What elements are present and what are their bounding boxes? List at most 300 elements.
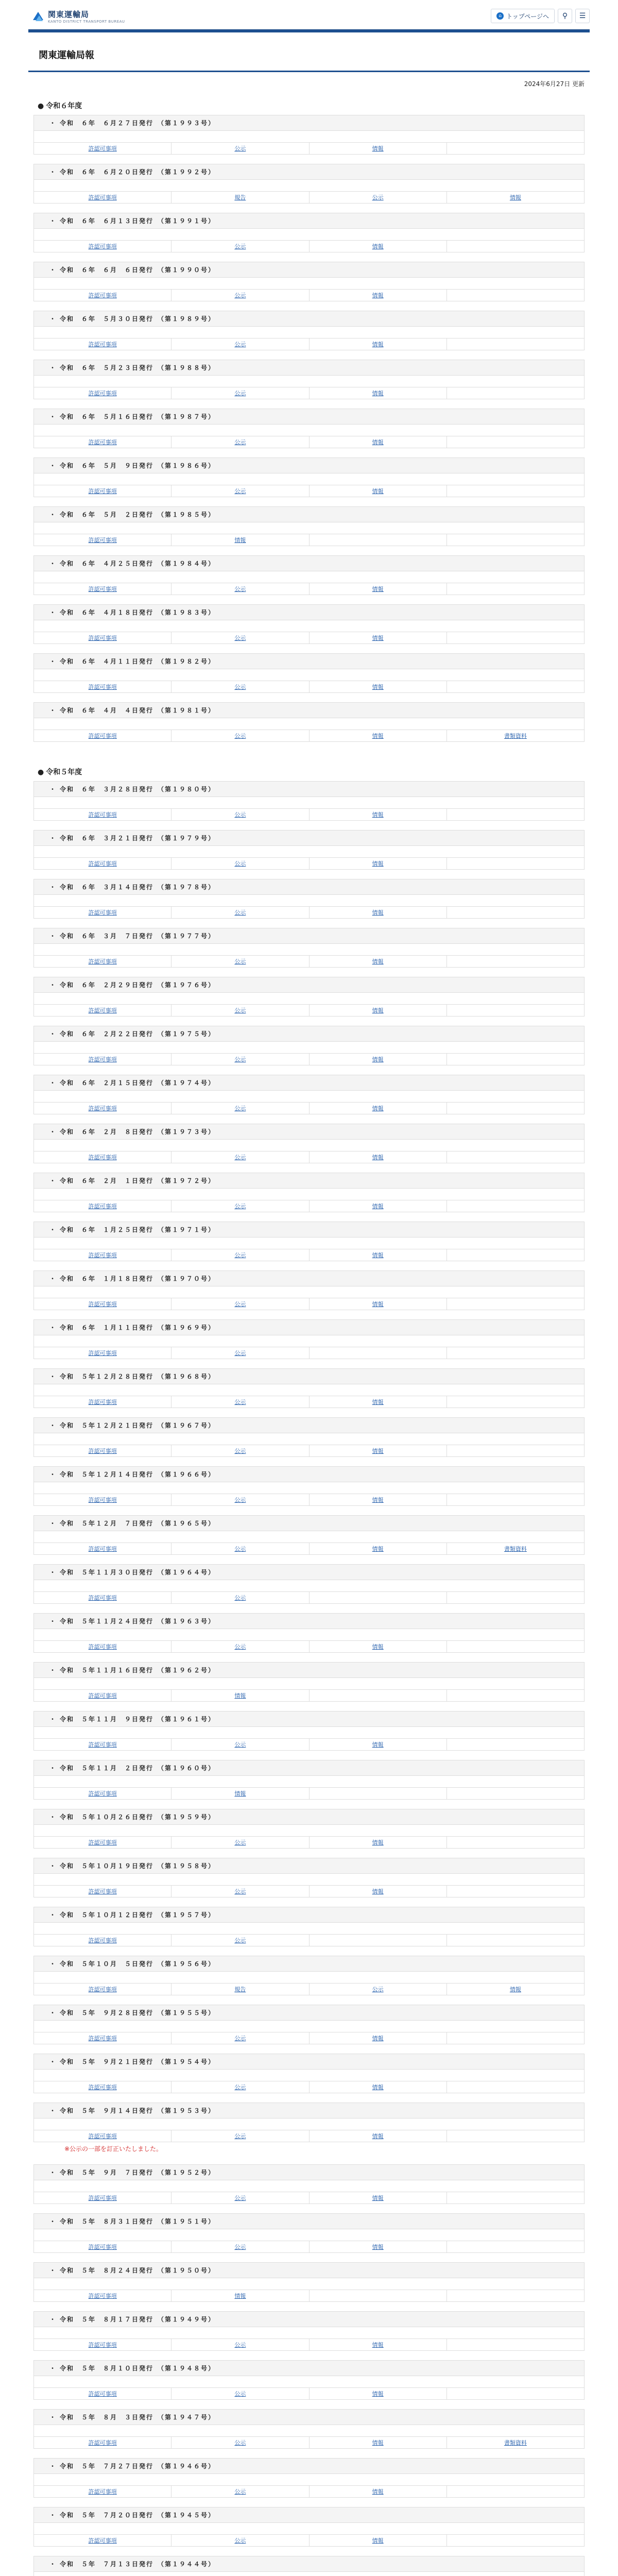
bulletin-issue-label: 令和 ６年 ２月２２日発行 （第１９７５号） bbox=[60, 1030, 216, 1038]
bulletin-issue bbox=[33, 506, 585, 555]
spacer-row bbox=[33, 228, 585, 240]
bullet-icon: ・ bbox=[49, 462, 57, 469]
bullet-icon: ・ bbox=[49, 413, 57, 420]
bulletin-issue bbox=[33, 1222, 585, 1270]
bulletin-issue bbox=[33, 2507, 585, 2556]
document-link[interactable]: 情報 bbox=[372, 1839, 384, 1846]
document-link-cell bbox=[34, 1837, 171, 1849]
bulletin-issue-label: 令和 ５年１１月 ９日発行 （第１９６１号） bbox=[60, 1716, 216, 1723]
document-link[interactable]: 許認可事項 bbox=[88, 488, 117, 495]
document-link-cell bbox=[171, 1641, 309, 1653]
spacer-row bbox=[33, 1384, 585, 1396]
document-link[interactable]: 公示 bbox=[234, 1595, 246, 1601]
document-link[interactable]: 許認可事項 bbox=[88, 1839, 117, 1846]
document-links-row bbox=[34, 1396, 585, 1408]
document-link-cell bbox=[447, 1151, 584, 1163]
document-link-cell bbox=[171, 1249, 309, 1261]
document-link[interactable]: 公示 bbox=[234, 1056, 246, 1063]
document-link[interactable]: 情報 bbox=[372, 2537, 384, 2544]
document-links-table bbox=[33, 1591, 585, 1604]
spacer-row bbox=[33, 522, 585, 534]
bullet-icon: ・ bbox=[49, 1862, 57, 1870]
document-link[interactable]: 許認可事項 bbox=[88, 1595, 117, 1601]
bulletin-issue-label: 令和 ６年 ５月 ２日発行 （第１９８５号） bbox=[60, 511, 216, 518]
spacer-row bbox=[33, 2069, 585, 2081]
document-link[interactable]: 許認可事項 bbox=[88, 194, 117, 201]
document-link[interactable]: 情報 bbox=[234, 1692, 246, 1699]
spacer-row bbox=[33, 1139, 585, 1151]
document-link[interactable]: 書類資料 bbox=[504, 2439, 527, 2446]
document-link[interactable]: 公示 bbox=[234, 860, 246, 867]
document-link-cell bbox=[34, 809, 171, 821]
document-link-cell bbox=[447, 730, 584, 742]
document-link-cell bbox=[34, 1396, 171, 1408]
document-link-cell bbox=[309, 1543, 447, 1555]
bulletin-issue-title bbox=[33, 262, 585, 277]
document-link[interactable]: 許認可事項 bbox=[88, 1546, 117, 1552]
document-link-cell bbox=[447, 241, 584, 252]
document-link[interactable]: 情報 bbox=[372, 243, 384, 250]
bulletin-issue-title bbox=[33, 1662, 585, 1677]
document-link[interactable]: 情報 bbox=[372, 1252, 384, 1259]
bullet-icon: ・ bbox=[49, 609, 57, 616]
document-link-cell bbox=[34, 2535, 171, 2547]
document-link[interactable]: 情報 bbox=[509, 194, 521, 201]
document-link-cell bbox=[309, 1494, 447, 1506]
document-link-cell bbox=[34, 681, 171, 693]
document-link[interactable]: 情報 bbox=[372, 1203, 384, 1210]
spacer-row bbox=[33, 1531, 585, 1543]
document-link[interactable]: 規告 bbox=[234, 194, 246, 201]
document-link-cell bbox=[171, 2290, 309, 2302]
document-link-cell bbox=[447, 2192, 584, 2204]
bulletin-issue bbox=[33, 1564, 585, 1613]
document-links-table bbox=[33, 2436, 585, 2449]
document-link[interactable]: 公示 bbox=[234, 341, 246, 348]
document-link[interactable]: 許認可事項 bbox=[88, 1007, 117, 1014]
document-link[interactable]: 公示 bbox=[234, 1154, 246, 1161]
bullet-icon: ・ bbox=[49, 217, 57, 225]
document-link-cell bbox=[171, 907, 309, 919]
document-link[interactable]: 情報 bbox=[372, 2084, 384, 2091]
document-links-table bbox=[33, 1347, 585, 1359]
document-link[interactable]: 情報 bbox=[372, 909, 384, 916]
document-link[interactable]: 情報 bbox=[234, 1790, 246, 1797]
spacer-row bbox=[33, 669, 585, 681]
document-link[interactable]: 公示 bbox=[234, 1839, 246, 1846]
bulletin-issue bbox=[33, 2311, 585, 2360]
bullet-icon: ・ bbox=[49, 2107, 57, 2114]
document-link[interactable]: 許認可事項 bbox=[88, 341, 117, 348]
spacer-row bbox=[33, 2020, 585, 2032]
top-page-button[interactable] bbox=[491, 9, 555, 23]
bulletin-issue bbox=[33, 2213, 585, 2262]
document-link-cell bbox=[309, 387, 447, 399]
document-link[interactable]: 許認可事項 bbox=[88, 2195, 117, 2201]
document-link[interactable]: 情報 bbox=[372, 1643, 384, 1650]
document-link[interactable]: 許認可事項 bbox=[88, 439, 117, 446]
document-link[interactable]: 公示 bbox=[234, 2133, 246, 2140]
document-link[interactable]: 許認可事項 bbox=[88, 733, 117, 739]
spacer-row bbox=[33, 1188, 585, 1200]
document-link[interactable]: 許認可事項 bbox=[88, 811, 117, 818]
document-link[interactable]: 情報 bbox=[372, 1888, 384, 1895]
document-link[interactable]: 許認可事項 bbox=[88, 1154, 117, 1161]
spacer-row bbox=[33, 1335, 585, 1347]
document-link-cell bbox=[171, 241, 309, 252]
search-button[interactable] bbox=[558, 9, 572, 23]
bulletin-issue bbox=[33, 604, 585, 653]
document-link[interactable]: 情報 bbox=[372, 2439, 384, 2446]
bulletin-issue bbox=[33, 1515, 585, 1564]
spacer-row bbox=[33, 2278, 585, 2290]
document-link-cell bbox=[171, 2130, 309, 2142]
document-link[interactable]: 情報 bbox=[372, 860, 384, 867]
document-link[interactable]: 許認可事項 bbox=[88, 390, 117, 397]
document-links-table bbox=[33, 2485, 585, 2498]
document-link[interactable]: 公示 bbox=[234, 2439, 246, 2446]
document-link[interactable]: 情報 bbox=[372, 1007, 384, 1014]
document-link-cell bbox=[447, 583, 584, 595]
site-logo[interactable] bbox=[28, 9, 125, 24]
spacer-row bbox=[33, 2425, 585, 2436]
document-links-row bbox=[34, 632, 585, 644]
document-link[interactable]: 許認可事項 bbox=[88, 2342, 117, 2348]
document-links-row bbox=[34, 858, 585, 870]
document-link[interactable]: 情報 bbox=[372, 2391, 384, 2397]
bulletin-issue-title bbox=[33, 1319, 585, 1335]
document-link[interactable]: 公示 bbox=[234, 1888, 246, 1895]
document-link[interactable]: 情報 bbox=[372, 811, 384, 818]
document-link[interactable]: 許認可事項 bbox=[88, 2133, 117, 2140]
bulletin-issue-label: 令和 ６年 ３月１４日発行 （第１９７８号） bbox=[60, 884, 216, 891]
spacer-row bbox=[33, 1286, 585, 1298]
document-link[interactable]: 公示 bbox=[234, 1399, 246, 1405]
bulletin-issue-label: 令和 ６年 ５月 ９日発行 （第１９８６号） bbox=[60, 462, 216, 469]
document-link-cell bbox=[34, 241, 171, 252]
bulletin-issue bbox=[33, 213, 585, 262]
document-link-cell bbox=[447, 192, 584, 204]
document-link[interactable]: 許認可事項 bbox=[88, 635, 117, 641]
document-link[interactable]: 許認可事項 bbox=[88, 2035, 117, 2042]
document-link-cell bbox=[171, 730, 309, 742]
document-link[interactable]: 許認可事項 bbox=[88, 586, 117, 592]
bulletin-issue-title bbox=[33, 653, 585, 669]
document-link[interactable]: 公示 bbox=[234, 145, 246, 152]
document-link[interactable]: 情報 bbox=[372, 2342, 384, 2348]
document-link[interactable]: 許認可事項 bbox=[88, 1643, 117, 1650]
document-link-cell bbox=[447, 1592, 584, 1604]
document-links-table bbox=[33, 1738, 585, 1751]
document-link-cell bbox=[309, 1984, 447, 1995]
document-link-cell bbox=[34, 1592, 171, 1604]
document-links-table bbox=[33, 1249, 585, 1261]
document-link-cell bbox=[309, 1200, 447, 1212]
document-link[interactable]: 情報 bbox=[372, 958, 384, 965]
document-link[interactable]: 許認可事項 bbox=[88, 1056, 117, 1063]
bulletin-issue-label: 令和 ５年１１月３０日発行 （第１９６４号） bbox=[60, 1569, 216, 1576]
document-link[interactable]: 公示 bbox=[234, 1497, 246, 1503]
menu-button[interactable] bbox=[575, 9, 590, 23]
document-link[interactable]: 許認可事項 bbox=[88, 1399, 117, 1405]
document-link[interactable]: 許認可事項 bbox=[88, 2391, 117, 2397]
document-link[interactable]: 情報 bbox=[234, 537, 246, 544]
document-link[interactable]: 公示 bbox=[234, 2488, 246, 2495]
document-link[interactable]: 公示 bbox=[234, 243, 246, 250]
document-link[interactable]: 情報 bbox=[372, 1399, 384, 1405]
document-link-cell bbox=[34, 143, 171, 155]
document-links-table bbox=[33, 808, 585, 821]
document-link[interactable]: 情報 bbox=[372, 1301, 384, 1308]
document-link[interactable]: 許認可事項 bbox=[88, 2084, 117, 2091]
document-link[interactable]: 公示 bbox=[234, 2244, 246, 2250]
document-link[interactable]: 公示 bbox=[372, 194, 384, 201]
document-link[interactable]: 公示 bbox=[234, 1448, 246, 1454]
document-link[interactable]: 公示 bbox=[234, 1105, 246, 1112]
bullet-icon: ・ bbox=[49, 786, 57, 793]
document-links-row bbox=[34, 809, 585, 821]
document-link[interactable]: 公示 bbox=[234, 1937, 246, 1944]
spacer-row bbox=[33, 424, 585, 436]
document-link-cell bbox=[171, 1445, 309, 1457]
document-link-cell bbox=[309, 1788, 447, 1800]
document-link[interactable]: 情報 bbox=[372, 1105, 384, 1112]
document-link[interactable]: 公示 bbox=[234, 684, 246, 690]
bulletin-issue-title bbox=[33, 1760, 585, 1775]
document-link-cell bbox=[171, 485, 309, 497]
document-links-table bbox=[33, 1151, 585, 1163]
bullet-icon: ・ bbox=[49, 1373, 57, 1380]
document-link[interactable]: 許認可事項 bbox=[88, 684, 117, 690]
document-links-row bbox=[34, 1445, 585, 1457]
document-link[interactable]: 許認可事項 bbox=[88, 2488, 117, 2495]
document-link[interactable]: 公示 bbox=[234, 488, 246, 495]
document-link[interactable]: 情報 bbox=[372, 2244, 384, 2250]
bulletin-issue-label: 令和 ６年 ４月１１日発行 （第１９８２号） bbox=[60, 658, 216, 665]
document-link[interactable]: 許認可事項 bbox=[88, 1105, 117, 1112]
document-link[interactable]: 書類資料 bbox=[504, 1546, 527, 1552]
document-link[interactable]: 公示 bbox=[234, 958, 246, 965]
document-link-cell bbox=[171, 858, 309, 870]
bulletin-issue-title bbox=[33, 2054, 585, 2069]
document-link-cell bbox=[171, 2192, 309, 2204]
document-link-cell bbox=[309, 1347, 447, 1359]
document-link[interactable]: 許認可事項 bbox=[88, 1937, 117, 1944]
document-link[interactable]: 公示 bbox=[234, 1350, 246, 1357]
document-link[interactable]: 情報 bbox=[372, 145, 384, 152]
bulletin-issue-title bbox=[33, 2311, 585, 2327]
document-link[interactable]: 公示 bbox=[234, 733, 246, 739]
document-link[interactable]: 情報 bbox=[372, 1056, 384, 1063]
document-link[interactable]: 許認可事項 bbox=[88, 1252, 117, 1259]
document-link[interactable]: 情報 bbox=[372, 1448, 384, 1454]
document-link[interactable]: 許認可事項 bbox=[88, 1790, 117, 1797]
document-link[interactable]: 許認可事項 bbox=[88, 1448, 117, 1454]
bulletin-issue bbox=[33, 262, 585, 311]
document-link[interactable]: 許認可事項 bbox=[88, 1888, 117, 1895]
document-link-cell bbox=[447, 534, 584, 546]
document-link-cell bbox=[34, 730, 171, 742]
document-links-table bbox=[33, 191, 585, 204]
bulletin-issue-label: 令和 ５年１１月２４日発行 （第１９６３号） bbox=[60, 1618, 216, 1625]
document-link[interactable]: 許認可事項 bbox=[88, 292, 117, 299]
document-link[interactable]: 許認可事項 bbox=[88, 1497, 117, 1503]
bulletin-issue-title bbox=[33, 1026, 585, 1041]
document-link-cell bbox=[34, 2437, 171, 2449]
document-link[interactable]: 情報 bbox=[372, 341, 384, 348]
document-link-cell bbox=[171, 809, 309, 821]
document-link[interactable]: 許認可事項 bbox=[88, 1301, 117, 1308]
document-link-cell bbox=[309, 338, 447, 350]
document-link[interactable]: 情報 bbox=[372, 1497, 384, 1503]
document-link-cell bbox=[34, 1935, 171, 1946]
fiscal-year-title: 令和５年度 bbox=[46, 768, 82, 776]
document-link[interactable]: 公示 bbox=[234, 1007, 246, 1014]
document-link[interactable]: 情報 bbox=[372, 733, 384, 739]
document-link[interactable]: 許認可事項 bbox=[88, 2293, 117, 2299]
document-links-row bbox=[34, 534, 585, 546]
document-link[interactable]: 公示 bbox=[234, 909, 246, 916]
spacer-row bbox=[33, 277, 585, 289]
document-link[interactable]: 公示 bbox=[234, 1252, 246, 1259]
document-link[interactable]: 規告 bbox=[234, 1986, 246, 1993]
document-link[interactable]: 情報 bbox=[372, 684, 384, 690]
document-link-cell bbox=[171, 1543, 309, 1555]
document-link[interactable]: 書類資料 bbox=[504, 733, 527, 739]
document-link-cell bbox=[447, 1984, 584, 1995]
document-link-cell bbox=[309, 1298, 447, 1310]
spacer-row bbox=[33, 2571, 585, 2576]
document-link[interactable]: 情報 bbox=[372, 2133, 384, 2140]
document-link[interactable]: 許認可事項 bbox=[88, 1741, 117, 1748]
document-link[interactable]: 許認可事項 bbox=[88, 243, 117, 250]
document-link[interactable]: 許認可事項 bbox=[88, 2439, 117, 2446]
document-links-table bbox=[33, 2338, 585, 2351]
document-link[interactable]: 情報 bbox=[372, 2035, 384, 2042]
document-links-row bbox=[34, 1103, 585, 1114]
bullet-icon: ・ bbox=[49, 511, 57, 518]
document-links-row bbox=[34, 2486, 585, 2498]
document-link[interactable]: 情報 bbox=[372, 2195, 384, 2201]
bulletin-issue bbox=[33, 1613, 585, 1662]
bulletin-issue-title bbox=[33, 1613, 585, 1629]
bulletin-issue-title bbox=[33, 360, 585, 375]
fiscal-year-heading bbox=[33, 95, 585, 115]
document-link[interactable]: 情報 bbox=[509, 1986, 521, 1993]
bulletin-issue bbox=[33, 1466, 585, 1515]
document-link[interactable]: 公示 bbox=[234, 439, 246, 446]
document-link[interactable]: 公示 bbox=[234, 390, 246, 397]
document-link[interactable]: 公示 bbox=[234, 635, 246, 641]
fiscal-year-heading bbox=[33, 761, 585, 781]
document-links-row bbox=[34, 1543, 585, 1555]
document-link-cell bbox=[34, 1151, 171, 1163]
document-link[interactable]: 許認可事項 bbox=[88, 909, 117, 916]
document-link[interactable]: 公示 bbox=[234, 1546, 246, 1552]
spacer-row bbox=[33, 2473, 585, 2485]
document-link-cell bbox=[447, 2081, 584, 2093]
document-link[interactable]: 許認可事項 bbox=[88, 145, 117, 152]
document-link[interactable]: 情報 bbox=[372, 1546, 384, 1552]
document-link-cell bbox=[309, 2437, 447, 2449]
document-link[interactable]: 情報 bbox=[234, 2293, 246, 2299]
bullet-icon: ・ bbox=[49, 884, 57, 891]
document-link[interactable]: 許認可事項 bbox=[88, 2244, 117, 2250]
document-link[interactable]: 情報 bbox=[372, 586, 384, 592]
document-link-cell bbox=[171, 290, 309, 301]
document-link-cell bbox=[34, 436, 171, 448]
page-title: 関東運輸局報 bbox=[28, 37, 590, 72]
bulletin-issue-label: 令和 ５年 ８月２４日発行 （第１９５０号） bbox=[60, 2267, 216, 2274]
document-link[interactable]: 情報 bbox=[372, 1741, 384, 1748]
document-link[interactable]: 許認可事項 bbox=[88, 860, 117, 867]
document-link-cell bbox=[171, 956, 309, 968]
document-link[interactable]: 許認可事項 bbox=[88, 958, 117, 965]
document-link-cell bbox=[34, 1103, 171, 1114]
document-link[interactable]: 公示 bbox=[234, 2342, 246, 2348]
document-link[interactable]: 公示 bbox=[234, 2035, 246, 2042]
document-link[interactable]: 公示 bbox=[234, 2537, 246, 2544]
document-link-cell bbox=[34, 1641, 171, 1653]
document-link[interactable]: 情報 bbox=[372, 2488, 384, 2495]
document-links-row bbox=[34, 1739, 585, 1751]
document-link[interactable]: 許認可事項 bbox=[88, 1692, 117, 1699]
document-link[interactable]: 情報 bbox=[372, 390, 384, 397]
spacer-row bbox=[33, 1580, 585, 1591]
document-links-row bbox=[34, 681, 585, 693]
document-link[interactable]: 情報 bbox=[372, 1154, 384, 1161]
document-link-cell bbox=[34, 1739, 171, 1751]
document-links-row bbox=[34, 1641, 585, 1653]
document-link[interactable]: 許認可事項 bbox=[88, 1203, 117, 1210]
document-link[interactable]: 公示 bbox=[372, 1986, 384, 1993]
nav-bar bbox=[28, 29, 590, 32]
bulletin-issue bbox=[33, 781, 585, 830]
document-link[interactable]: 許認可事項 bbox=[88, 537, 117, 544]
document-link[interactable]: 公示 bbox=[234, 1643, 246, 1650]
document-link[interactable]: 公示 bbox=[234, 1301, 246, 1308]
home-icon: ⌂ bbox=[496, 12, 504, 20]
document-link-cell bbox=[447, 809, 584, 821]
document-links-row bbox=[34, 485, 585, 497]
document-link[interactable]: 公示 bbox=[234, 811, 246, 818]
document-link[interactable]: 許認可事項 bbox=[88, 1986, 117, 1993]
document-link[interactable]: 情報 bbox=[372, 292, 384, 299]
document-link-cell bbox=[34, 2339, 171, 2351]
document-link[interactable]: 公示 bbox=[234, 2391, 246, 2397]
document-link-cell bbox=[171, 1347, 309, 1359]
document-link[interactable]: 公示 bbox=[234, 2084, 246, 2091]
bullet-icon: ・ bbox=[49, 1765, 57, 1772]
document-link[interactable]: 許認可事項 bbox=[88, 2537, 117, 2544]
bulletin-issue-title bbox=[33, 1124, 585, 1139]
spacer-row bbox=[33, 2522, 585, 2534]
bullet-icon: ・ bbox=[49, 981, 57, 989]
document-link[interactable]: 公示 bbox=[234, 586, 246, 592]
document-link[interactable]: 情報 bbox=[372, 439, 384, 446]
document-link[interactable]: 公示 bbox=[234, 292, 246, 299]
bulletin-issue-title bbox=[33, 555, 585, 571]
document-link[interactable]: 情報 bbox=[372, 635, 384, 641]
bulletin-issue bbox=[33, 2409, 585, 2458]
document-link[interactable]: 公示 bbox=[234, 1203, 246, 1210]
document-link[interactable]: 公示 bbox=[234, 1741, 246, 1748]
document-link[interactable]: 情報 bbox=[372, 488, 384, 495]
document-link[interactable]: 公示 bbox=[234, 2195, 246, 2201]
document-link[interactable]: 許認可事項 bbox=[88, 1350, 117, 1357]
bulletin-issue-label: 令和 ５年１１月１６日発行 （第１９６２号） bbox=[60, 1667, 216, 1674]
spacer-row bbox=[33, 796, 585, 808]
